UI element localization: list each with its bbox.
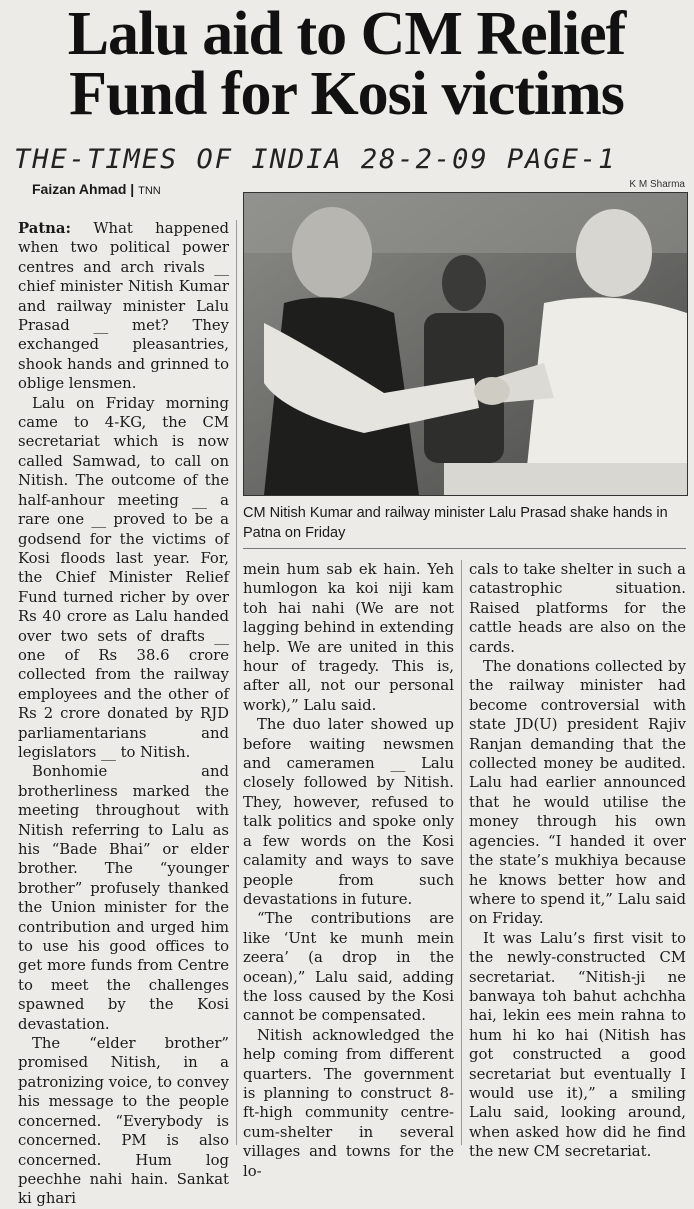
article-paragraph: cals to take shelter in such a catastrophic situation. Raised platforms for the cattle heads are also on the cards. [469,561,686,656]
article-paragraph: “The contributions are like ‘Unt ke munh mein zeera’ (a drop in the ocean),” Lalu said, adding the loss caused by the Kosi cannot be compensated. [243,910,454,1025]
column-divider [461,560,462,1145]
article-paragraph: The “elder brother” promised Nitish, in a patronizing voice, to convey his message to the people concerned. “Everybody is concerned. PM is also concerned. Hum log peechhe nahi hain. Sankat ki ghari [18,1035,229,1208]
dateline: Patna: [18,220,71,237]
byline-agency: TNN [138,185,161,197]
photo-caption: CM Nitish Kumar and railway minister Lalu Prasad shake hands in Patna on Friday [243,505,668,541]
column-divider [236,220,237,1145]
article-paragraph: Nitish acknowledged the help coming from different quarters. The government is planning to construct 8-ft-high community centre-cum-shelter in several villages and towns for the lo- [243,1026,454,1180]
article-paragraph: The duo later showed up before waiting newsmen and cameramen __ Lalu closely followed by Nitish. They, however, refused to talk politics and spoke only a few words on the Kosi calamity and ways to save people from such devastations in future. [243,716,454,908]
article-column-1 [18,219,229,1208]
byline-author: Faizan Ahmad [32,181,127,197]
article-column-2 [243,560,454,1180]
headline [0,0,693,128]
handwritten-source-note: THE-TIMES OF INDIA 28-2-09 PAGE-1 [14,144,617,175]
article-column-3 [469,560,686,1161]
article-paragraph: Lalu on Friday morning came to 4-KG, the CM secretariat which is now called Samwad, to call on Nitish. The outcome of the half-anhour meeting __ a rare one __ proved to be a godsend for the victims of Kosi floods last year. For, the Chief Minister Relief Fund turned richer by over Rs 40 crore as Lalu handed over two sets of drafts __ one of Rs 38.6 crore collected from the railway employees and the other of Rs 2 crore donated by RJD parliamentarians and legislators __ to Nitish. [18,394,229,761]
headline-line-2: Fund for Kosi victims [69,60,624,128]
article-paragraph: Patna: What happened when two political power centres and arch rivals __ chief minister Nitish Kumar and railway minister Lalu Prasad __ met? They exchanged pleasantries, shook hands and grinned to oblige lensmen. [18,220,229,393]
headline-line-1: Lalu aid to CM Relief [67,0,626,68]
handshake-photo-illustration [244,193,687,495]
byline: Faizan Ahmad | TNN [32,181,161,197]
photo-credit: K M Sharma [629,179,685,190]
caption-divider [243,548,686,549]
article-paragraph: mein hum sab ek hain. Yeh humlogon ka koi niji kam toh hai nahi (We are not lagging behind in extending help. We are united in this hour of tragedy. This is, after all, not our personal work),” Lalu said. [243,561,454,714]
article-paragraph: It was Lalu’s first visit to the newly-constructed CM secretariat. “Nitish-ji ne banwaya toh bahut achchha hai, lekin ees mein rahna to hum hi ko hai (Nitish has got constructed a good secretariat but eventually I would use it),” a smiling Lalu said, looking around, when asked how did he find the new CM secretariat. [469,929,686,1161]
article-paragraph: Bonhomie and brotherliness marked the meeting throughout with Nitish referring to Lalu as his “Bade Bhai” or elder brother. The “younger brother” profusely thanked the Union minister for the contribution and urged him to use his good offices to get more funds from Centre to meet the challenges spawned by the Kosi devastation. [18,763,229,1033]
article-paragraph: The donations collected by the railway minister had become controversial with state JD(U) president Rajiv Ranjan demanding that the collected money be audited. Lalu had earlier announced that he would utilise the money through his own agencies. “I handed it over the state’s mukhiya because he knows better how and where to spend it,” Lalu said on Friday. [469,658,686,928]
news-photo [243,192,688,496]
